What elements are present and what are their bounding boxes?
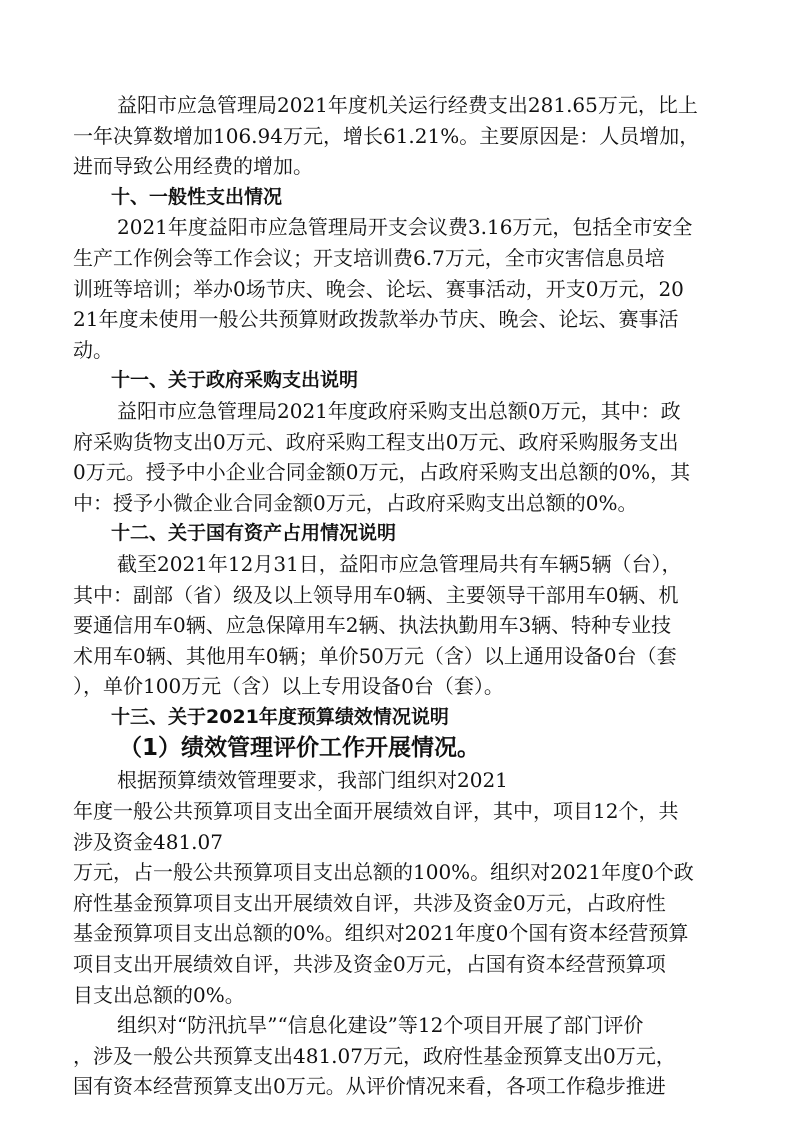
section-heading-12: 十二、关于国有资产占用情况说明 [111,522,397,545]
text-line: 万元，占一般公共预算项目支出总额的100%。组织对2021年度0个政 [73,860,694,885]
text-line: 组织对“防汛抗旱”“信息化建设”等12个项目开展了部门评价 [117,1013,644,1038]
text-line: 训班等培训；举办0场节庆、晚会、论坛、赛事活动，开支0万元，20 [73,276,684,301]
text-line: 益阳市应急管理局2021年度机关运行经费支出281.65万元，比上 [117,93,698,117]
section-heading-13: 十三、关于2021年度预算绩效情况说明 [111,705,449,728]
text-line: 府性基金预算项目支出开展绩效自评，共涉及资金0万元，占政府性 [73,890,666,915]
text-line: 目支出总额的0%。 [73,982,245,1007]
text-line: ），单价100万元（含）以上专用设备0台（套）。 [73,674,504,699]
section-heading-10: 十、一般性支出情况 [111,185,283,208]
text-line: 动。 [73,337,113,362]
text-line: 年度一般公共预算项目支出全面开展绩效自评，其中，项目12个，共 [73,799,679,824]
section-heading-11: 十一、关于政府采购支出说明 [111,369,359,392]
text-line: 2021年度益阳市应急管理局开支会议费3.16万元，包括全市安全 [117,215,693,240]
text-line: 涉及资金481.07 [73,829,223,854]
text-line: 要通信用车0辆、应急保障用车2辆、执法执勤用车3辆、特种专业技 [73,613,672,638]
text-line: 一年决算数增加106.94万元，增长61.21%。主要原因是：人员增加， [73,123,700,148]
text-line: 0万元。授予中小企业合同金额0万元，占政府采购支出总额的0%，其 [73,460,691,485]
paragraph-operating-expenses [73,90,725,182]
text-line: 中：授予小微企业合同金额0万元，占政府采购支出总额的0%。 [73,490,638,515]
text-line: 项目支出开展绩效自评，共涉及资金0万元，占国有资本经营预算项 [73,952,666,977]
text-line: 根据预算绩效管理要求，我部门组织对2021 [117,768,508,793]
text-line: 国有资本经营预算支出0万元。从评价情况来看，各项工作稳步推进 [73,1074,666,1099]
text-line: 基金预算项目支出总额的0%。组织对2021年度0个国有资本经营预算 [73,921,689,946]
text-line: 截至2021年12月31日，益阳市应急管理局共有车辆5辆（台）， [117,551,682,576]
text-line: 进而导致公用经费的增加。 [73,154,313,179]
text-line: 生产工作例会等工作会议；开支培训费6.7万元，全市灾害信息员培 [73,245,665,270]
text-line: 其中：副部（省）级及以上领导用车0辆、主要领导干部用车0辆、机 [73,582,679,607]
document-page [73,90,725,1102]
text-line: 21年度未使用一般公共预算财政拨款举办节庆、晚会、论坛、赛事活 [73,307,679,332]
paragraph-general-expenditure [73,212,725,365]
paragraph-department-evaluation [73,1010,725,1102]
paragraph-procurement [73,396,725,518]
text-line: 益阳市应急管理局2021年度政府采购支出总额0万元，其中：政 [117,398,681,423]
text-line: 术用车0辆、其他用车0辆；单价50万元（含）以上通用设备0台（套 [73,643,677,668]
paragraph-state-assets [73,549,725,702]
paragraph-performance-self-evaluation [73,765,725,1010]
text-line: ，涉及一般公共预算支出481.07万元，政府性基金预算支出0万元， [73,1043,676,1068]
text-line: 府采购货物支出0万元、政府采购工程支出0万元、政府采购服务支出 [73,429,679,454]
subsection-heading-1: （1）绩效管理评价工作开展情况。 [119,735,481,762]
